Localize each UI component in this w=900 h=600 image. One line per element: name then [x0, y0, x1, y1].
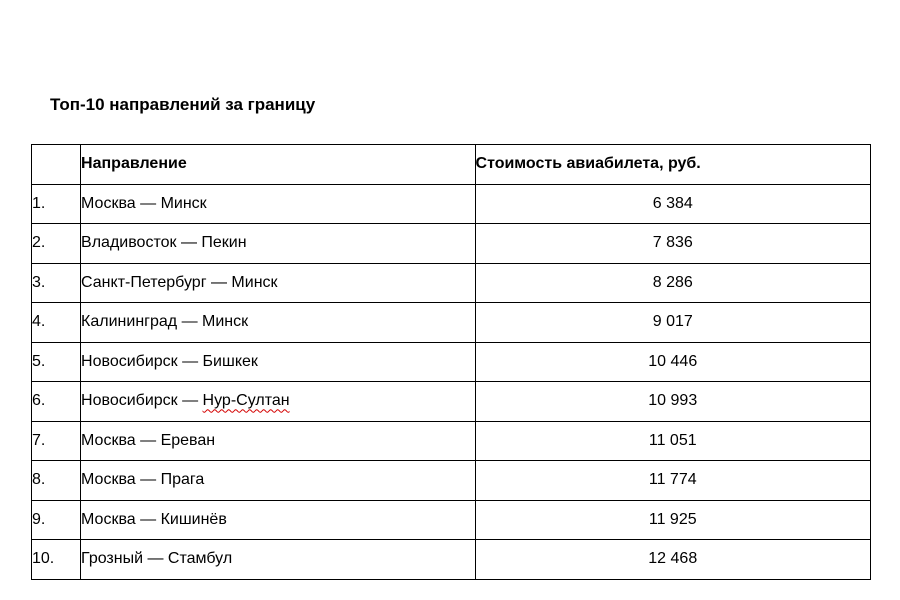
row-number: 9.	[32, 500, 81, 540]
row-route: Грозный — Стамбул	[81, 540, 475, 580]
row-number: 2.	[32, 224, 81, 264]
table-row	[32, 421, 871, 461]
header-price: Стоимость авиабилета, руб.	[475, 145, 870, 185]
row-number: 3.	[32, 263, 81, 303]
row-number: 1.	[32, 184, 81, 224]
row-price: 10 993	[475, 382, 870, 422]
row-route: Москва — Кишинёв	[81, 500, 475, 540]
row-price: 9 017	[475, 303, 870, 343]
header-route: Направление	[81, 145, 475, 185]
row-route: Москва — Минск	[81, 184, 475, 224]
table-row	[32, 500, 871, 540]
row-route: Владивосток — Пекин	[81, 224, 475, 264]
table-row	[32, 263, 871, 303]
row-route: Москва — Ереван	[81, 421, 475, 461]
row-price: 12 468	[475, 540, 870, 580]
row-number: 7.	[32, 421, 81, 461]
row-price: 11 051	[475, 421, 870, 461]
table-body	[32, 184, 871, 579]
row-route: Калининград — Минск	[81, 303, 475, 343]
row-number: 10.	[32, 540, 81, 580]
row-route: Москва — Прага	[81, 461, 475, 501]
table-header-row	[32, 145, 871, 185]
row-price: 6 384	[475, 184, 870, 224]
spellcheck-marked-word: Нур-Султан	[202, 392, 290, 410]
table-row	[32, 342, 871, 382]
row-price: 10 446	[475, 342, 870, 382]
row-price: 8 286	[475, 263, 870, 303]
page-title: Топ-10 направлений за границу	[50, 95, 316, 114]
table-row	[32, 382, 871, 422]
row-number: 4.	[32, 303, 81, 343]
header-number	[32, 145, 81, 185]
row-number: 6.	[32, 382, 81, 422]
row-price: 7 836	[475, 224, 870, 264]
row-route: Санкт-Петербург — Минск	[81, 263, 475, 303]
row-number: 8.	[32, 461, 81, 501]
table-row	[32, 540, 871, 580]
table-row	[32, 461, 871, 501]
table-row	[32, 303, 871, 343]
table-row	[32, 184, 871, 224]
row-route: Новосибирск — Нур-Султан	[81, 382, 475, 422]
row-number: 5.	[32, 342, 81, 382]
row-price: 11 925	[475, 500, 870, 540]
row-route: Новосибирск — Бишкек	[81, 342, 475, 382]
row-price: 11 774	[475, 461, 870, 501]
routes-table	[31, 144, 871, 580]
table-row	[32, 224, 871, 264]
